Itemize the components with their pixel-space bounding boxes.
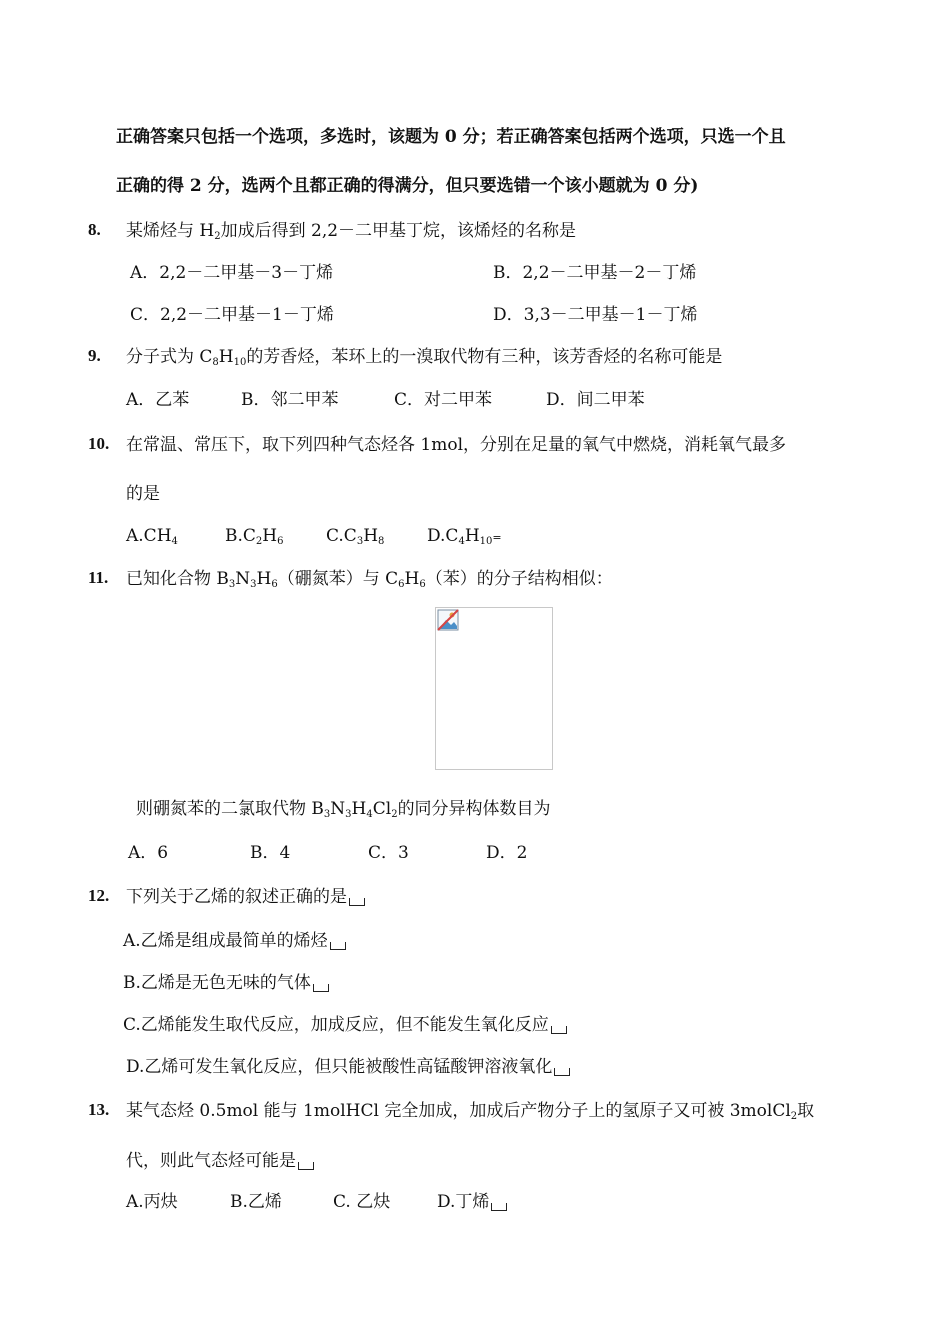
question-8-option-c: C．2,2－二甲基－1－丁烯 bbox=[130, 305, 334, 325]
structure-image-placeholder bbox=[435, 607, 553, 770]
question-10-stem-line-2: 的是 bbox=[126, 484, 160, 504]
paragraph-mark-icon bbox=[349, 898, 365, 906]
question-13-option-d: D.丁烯 bbox=[437, 1191, 507, 1213]
question-9-number: 9. bbox=[88, 346, 101, 365]
question-10-option-c: $C.C_3H_8$ bbox=[326, 526, 385, 547]
paragraph-mark-icon bbox=[298, 1162, 314, 1170]
paragraph-mark-icon bbox=[313, 984, 329, 992]
question-11-stem: 已知化合物 $B_3N_3H_6$（硼氮苯）与 $C_6H_6$（苯）的分子结构相似： bbox=[126, 569, 613, 590]
paragraph-mark-icon bbox=[330, 942, 346, 950]
question-13-option-c: C. 乙炔 bbox=[333, 1192, 391, 1212]
question-10-option-d: $D.C_4H_{10}=$ bbox=[427, 526, 502, 547]
question-12-option-a: A.乙烯是组成最简单的烯烃 bbox=[123, 930, 346, 952]
question-9-option-a: A．乙苯 bbox=[126, 390, 190, 410]
paragraph-mark-icon bbox=[491, 1203, 507, 1211]
question-9-option-c: C．对二甲苯 bbox=[394, 390, 493, 410]
paragraph-mark-icon bbox=[551, 1026, 567, 1034]
question-13-option-a: A.丙炔 bbox=[126, 1192, 178, 1212]
question-8-option-b: B．2,2－二甲基－2－丁烯 bbox=[493, 263, 697, 283]
question-13-stem-line-1: 某气态烃 0.5mol 能与 1molHCl 完全加成，加成后产物分子上的氢原子又可被 3molCl$_2$取 bbox=[126, 1101, 815, 1122]
question-12-option-b: B.乙烯是无色无味的气体 bbox=[123, 972, 329, 994]
question-11-number: 11. bbox=[88, 568, 109, 587]
question-11-option-c: C．3 bbox=[368, 843, 409, 863]
question-13-option-b: B.乙烯 bbox=[230, 1192, 282, 1212]
question-12-option-c: C.乙烯能发生取代反应，加成反应，但不能发生氧化反应 bbox=[123, 1014, 567, 1036]
question-11-option-b: B．4 bbox=[250, 843, 291, 863]
question-10-number: 10. bbox=[88, 434, 110, 453]
instructions-line-2: 正确的得 2 分，选两个且都正确的得满分，但只要选错一个该小题就为 0 分) bbox=[116, 176, 699, 196]
question-9-stem: 分子式为 $C_8H_{10}$的芳香烃，苯环上的一溴取代物有三种，该芳香烃的名称可能是 bbox=[126, 347, 723, 368]
question-11-option-a: A．6 bbox=[128, 843, 169, 863]
question-8-option-a: A．2,2－二甲基－3－丁烯 bbox=[130, 263, 334, 283]
question-13-number: 13. bbox=[88, 1100, 110, 1119]
question-12-stem: 下列关于乙烯的叙述正确的是 bbox=[126, 886, 365, 908]
question-12-number: 12. bbox=[88, 886, 110, 905]
question-10-stem-line-1: 在常温、常压下，取下列四种气态烃各 1mol，分别在足量的氧气中燃烧，消耗氧气最多 bbox=[126, 435, 787, 455]
question-8-option-d: D．3,3－二甲基－1－丁烯 bbox=[493, 305, 698, 325]
question-8-number: 8. bbox=[88, 220, 101, 239]
question-9-option-d: D．间二甲苯 bbox=[546, 390, 645, 410]
paragraph-mark-icon bbox=[554, 1068, 570, 1076]
question-12-option-d: D.乙烯可发生氧化反应，但只能被酸性高锰酸钾溶液氧化 bbox=[126, 1056, 570, 1078]
question-9-option-b: B．邻二甲苯 bbox=[241, 390, 339, 410]
question-10-option-b: $B.C_2H_6$ bbox=[225, 526, 284, 547]
broken-image-icon bbox=[437, 609, 459, 631]
instructions-line-1: 正确答案只包括一个选项，多选时，该题为 0 分；若正确答案包括两个选项，只选一个且 bbox=[116, 127, 786, 147]
question-8-stem: 某烯烃与 $H_2$加成后得到 2,2－二甲基丁烷，该烯烃的名称是 bbox=[126, 221, 577, 242]
question-13-stem-line-2: 代，则此气态烃可能是 bbox=[126, 1150, 314, 1172]
question-11-sub-stem: 则硼氮苯的二氯取代物 $B_3N_3H_4Cl_2$的同分异构体数目为 bbox=[136, 799, 551, 820]
question-10-option-a: $A.CH_4$ bbox=[126, 526, 178, 547]
question-11-option-d: D．2 bbox=[486, 843, 528, 863]
